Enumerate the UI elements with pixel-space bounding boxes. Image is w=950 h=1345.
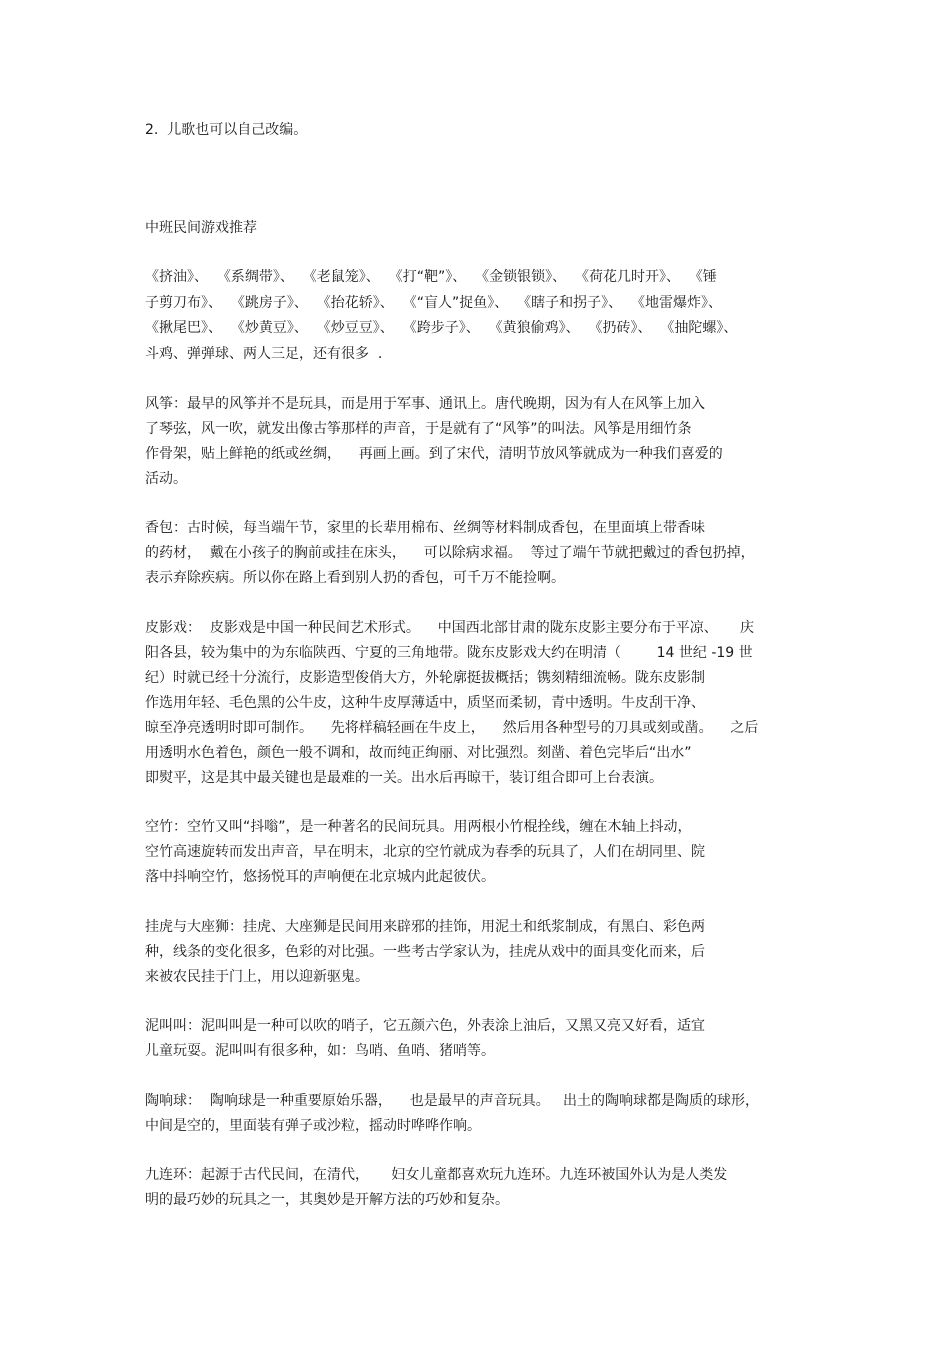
text-line: 泥叫叫：泥叫叫是一种可以吹的哨子，它五颜六色，外表涂上油后，又黑又亮又好看，适宜: [145, 1018, 705, 1034]
text-line: 《挤油》、 《系绸带》、 《老鼠笼》、 《打“靶”》、 《金锁银锁》、 《荷花几时开》、 《锤: [145, 269, 717, 285]
text-line: 《揪尾巴》、 《炒黄豆》、 《炒豆豆》、 《跨步子》、 《黄狼偷鸡》、 《扔砖》、 《抽陀螺》、: [145, 320, 738, 336]
text-line: 了琴弦，风一吹，就发出像古筝那样的声音，于是就有了“风筝”的叫法。风筝是用细竹条: [145, 421, 692, 437]
text-line: 儿童玩耍。泥叫叫有很多种，如：鸟哨、鱼哨、猪哨等。: [145, 1043, 495, 1059]
note-line: 2. 儿歌也可以自己改编。: [145, 122, 308, 138]
text-line: 落中抖响空竹，悠扬悦耳的声响便在北京城内此起彼伏。: [145, 869, 495, 885]
text-line: 香包：古时候，每当端午节，家里的长辈用棉布、丝绸等材料制成香包，在里面填上带香味: [145, 520, 705, 536]
text-line: 皮影戏： 皮影戏是中国一种民间艺术形式。 中国西北部甘肃的陇东皮影主要分布于平凉、 庆: [145, 620, 754, 636]
text-line: 的药材， 戴在小孩子的胸前或挂在床头， 可以除病求福。 等过了端午节就把戴过的香包扔掉，: [145, 545, 755, 561]
text-line: 风筝：最早的风筝并不是玩具，而是用于军事、通讯上。唐代晚期，因为有人在风筝上加入: [145, 396, 705, 412]
text-line: 中间是空的，里面装有弹子或沙粒，摇动时哗哗作响。: [145, 1118, 481, 1134]
text-line: 九连环：起源于古代民间，在清代， 妇女儿童都喜欢玩九连环。九连环被国外认为是人类发: [145, 1167, 728, 1183]
text-line: 陶响球： 陶响球是一种重要原始乐器， 也是最早的声音玩具。 出土的陶响球都是陶质的球形，: [145, 1093, 760, 1109]
text-line: 空竹高速旋转而发出声音，早在明末，北京的空竹就成为春季的玩具了，人们在胡同里、院: [145, 844, 705, 860]
text-line: 晾至净亮透明时即可制作。 先将样稿轻画在牛皮上， 然后用各种型号的刀具或刻或凿。 之后: [145, 720, 759, 736]
text-line: 空竹：空竹又叫“抖嗡”，是一种著名的民间玩具。用两根小竹棍拴线，缠在木轴上抖动，: [145, 819, 692, 835]
text-line: 作骨架，贴上鲜艳的纸或丝绸， 再画上画。到了宋代，清明节放风筝就成为一种我们喜爱的: [145, 446, 723, 462]
text-line: 活动。: [145, 471, 187, 487]
text-line: 表示弃除疾病。所以你在路上看到别人扔的香包，可千万不能捡啊。: [145, 570, 565, 586]
text-line: 种，线条的变化很多，色彩的对比强。一些考古学家认为，挂虎从戏中的面具变化而来，后: [145, 944, 705, 960]
text-line: 挂虎与大座狮：挂虎、大座狮是民间用来辟邪的挂饰，用泥土和纸浆制成，有黑白、彩色两: [145, 919, 705, 935]
text-line: 明的最巧妙的玩具之一，其奥妙是开解方法的巧妙和复杂。: [145, 1192, 509, 1208]
section-heading: 中班民间游戏推荐: [145, 220, 257, 236]
text-line: 用透明水色着色，颜色一般不调和，故而纯正绚丽、对比强烈。刻凿、着色完毕后“出水”: [145, 745, 692, 761]
text-line: 子剪刀布》、 《跳房子》、 《抬花轿》、 《“盲人”捉鱼》、 《瞎子和拐子》、 《地雷爆炸》、: [145, 295, 723, 311]
text-line: 来被农民挂于门上，用以迎新驱鬼。: [145, 969, 369, 985]
text-line: 阳各县，较为集中的为东临陕西、宁夏的三角地带。陇东皮影戏大约在明清（ 14 世纪 -19 世: [145, 645, 753, 661]
text-line: 即熨平，这是其中最关键也是最难的一关。出水后再晾干，装订组合即可上台表演。: [145, 770, 663, 786]
text-line: 纪）时就已经十分流行，皮影造型俊俏大方，外轮廓挺拔概括；镌刻精细流畅。陇东皮影制: [145, 670, 705, 686]
text-line: 斗鸡、弹弹球、两人三足，还有很多 .: [145, 346, 383, 362]
text-line: 作选用年轻、毛色黑的公牛皮，这种牛皮厚薄适中，质坚而柔韧，青中透明。牛皮刮干净、: [145, 695, 705, 711]
